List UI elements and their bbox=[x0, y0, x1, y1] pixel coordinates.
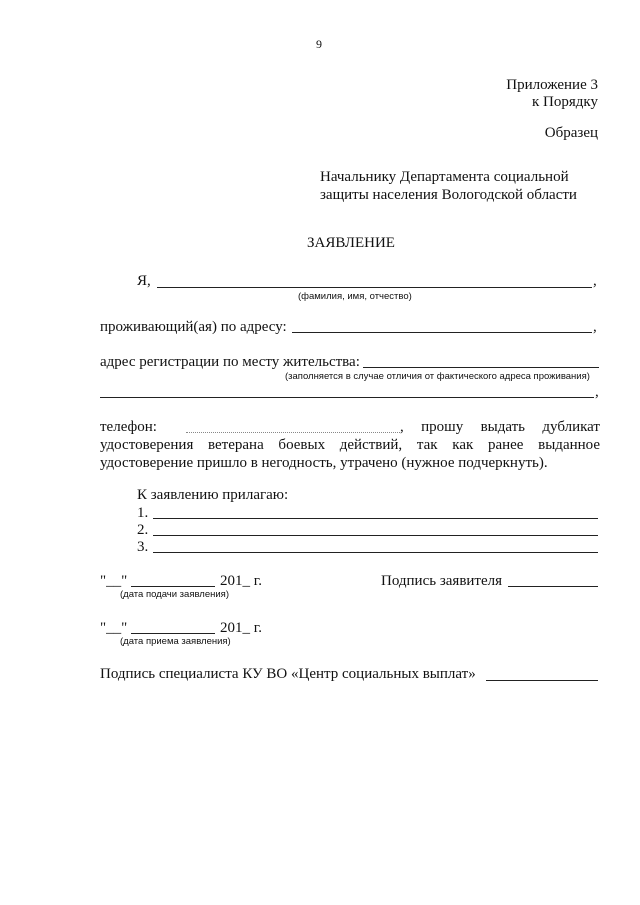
applicant-prefix: Я, bbox=[137, 273, 151, 289]
phone-label: телефон: bbox=[100, 419, 157, 435]
submission-date-hint: (дата подачи заявления) bbox=[120, 589, 229, 600]
specialist-signature-label: Подпись специалиста КУ ВО «Центр социальных выплат» bbox=[100, 666, 476, 682]
address-comma: , bbox=[593, 319, 597, 335]
addressee-line2: защиты населения Вологодской области bbox=[320, 187, 577, 203]
addressee-line1: Начальнику Департамента социальной bbox=[320, 169, 569, 185]
attachment-number-1: 1. bbox=[137, 505, 149, 521]
applicant-name-hint: (фамилия, имя, отчество) bbox=[298, 291, 412, 302]
document-title: ЗАЯВЛЕНИЕ bbox=[307, 235, 395, 251]
receipt-day: "__" bbox=[100, 620, 128, 636]
registration-field-line2[interactable] bbox=[100, 397, 594, 398]
applicant-comma: , bbox=[593, 273, 597, 289]
request-text-part1: , прошу выдать дубликат bbox=[400, 419, 600, 435]
registration-comma: , bbox=[595, 384, 599, 400]
request-text-part3: удостоверение пришло в негодность, утрачено (нужное подчеркнуть). bbox=[100, 455, 548, 471]
address-field[interactable] bbox=[292, 332, 592, 333]
applicant-signature-label: Подпись заявителя bbox=[381, 573, 503, 589]
appendix-line1: Приложение 3 bbox=[506, 77, 598, 93]
submission-day: "__" bbox=[100, 573, 128, 589]
submission-year: 201_ г. bbox=[220, 573, 262, 589]
appendix-line2: к Порядку bbox=[532, 94, 598, 110]
receipt-month-field[interactable] bbox=[131, 633, 215, 634]
address-label: проживающий(ая) по адресу: bbox=[100, 319, 287, 335]
attachment-field-3[interactable] bbox=[153, 552, 598, 553]
receipt-year: 201_ г. bbox=[220, 620, 262, 636]
phone-field[interactable] bbox=[186, 432, 400, 433]
applicant-name-field[interactable] bbox=[157, 287, 592, 288]
attachments-label: К заявлению прилагаю: bbox=[137, 487, 289, 503]
attachment-field-2[interactable] bbox=[153, 535, 598, 536]
attachment-number-2: 2. bbox=[137, 522, 149, 538]
attachment-field-1[interactable] bbox=[153, 518, 598, 519]
attachment-number-3: 3. bbox=[137, 539, 149, 555]
registration-field[interactable] bbox=[363, 367, 599, 368]
applicant-signature-field[interactable] bbox=[508, 586, 598, 587]
request-text-part2: удостоверения ветерана боевых действий, так как ранее выданное bbox=[100, 437, 600, 453]
specialist-signature-field[interactable] bbox=[486, 680, 598, 681]
submission-month-field[interactable] bbox=[131, 586, 215, 587]
registration-label: адрес регистрации по месту жительства: bbox=[100, 354, 360, 370]
receipt-date-hint: (дата приема заявления) bbox=[120, 636, 231, 647]
registration-hint: (заполняется в случае отличия от фактического адреса проживания) bbox=[285, 371, 590, 382]
sample-label: Образец bbox=[544, 125, 598, 141]
page-number: 9 bbox=[316, 37, 322, 51]
